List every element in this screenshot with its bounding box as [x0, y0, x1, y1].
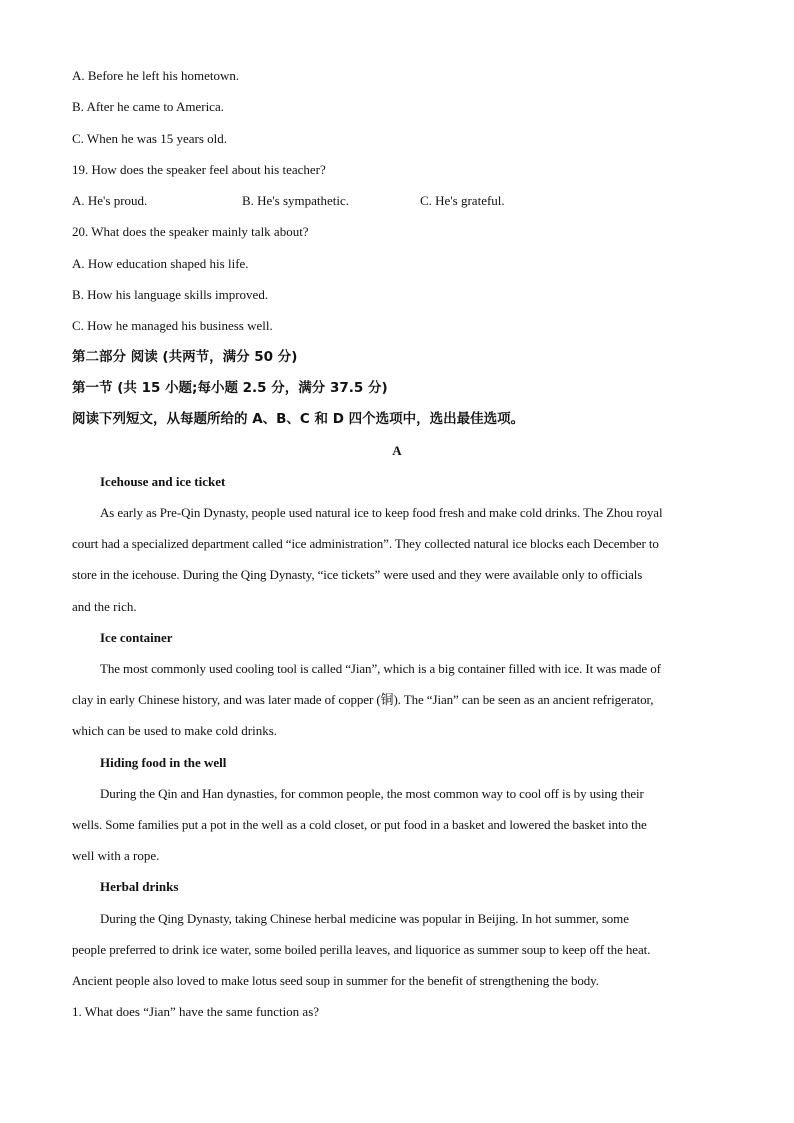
paragraph-1-line-4: and the rich.: [72, 599, 137, 614]
paragraph-1-line-3: store in the icehouse. During the Qing Dynasty, “ice tickets” were used and they were available only to officials: [72, 567, 643, 582]
paragraph-3-line-1: During the Qin and Han dynasties, for common people, the most common way to cool off is by using their: [100, 786, 644, 801]
paragraph-4-line-3: Ancient people also loved to make lotus seed soup in summer for the benefit of strengthening the body.: [72, 973, 599, 988]
passage-letter: A: [392, 443, 402, 458]
paragraph-3-line-2: wells. Some families put a pot in the well as a cold closet, or put food in a basket and lowered the basket into the: [72, 817, 647, 832]
q20-option-b: B. How his language skills improved.: [72, 287, 269, 302]
subheading-herbal-drinks: Herbal drinks: [100, 879, 179, 894]
q18-option-a: A. Before he left his hometown.: [72, 68, 240, 83]
q19-option-c: C. He's grateful.: [420, 193, 505, 208]
part2-heading: 第二部分 阅读 (共两节，满分 50 分): [72, 349, 298, 365]
paragraph-1-line-1: As early as Pre-Qin Dynasty, people used natural ice to keep food fresh and make cold drinks. The Zhou royal: [100, 505, 663, 520]
paragraph-4-line-1: During the Qing Dynasty, taking Chinese herbal medicine was popular in Beijing. In hot summer, some: [100, 911, 629, 926]
paragraph-2-line-1: The most commonly used cooling tool is called “Jian”, which is a big container filled with ice. It was made of: [100, 661, 661, 676]
paragraph-3-line-3: well with a rope.: [72, 848, 160, 863]
section1-heading: 第一节 (共 15 小题;每小题 2.5 分，满分 37.5 分): [72, 380, 388, 396]
paragraph-1-line-2: court had a specialized department called “ice administration”. They collected natural ice blocks each December to: [72, 536, 659, 551]
q1-question: 1. What does “Jian” have the same function as?: [72, 1004, 320, 1019]
q20-option-a: A. How education shaped his life.: [72, 256, 249, 271]
subheading-ice-container: Ice container: [100, 630, 173, 645]
reading-instruction: 阅读下列短文，从每题所给的 A、B、C 和 D 四个选项中，选出最佳选项。: [72, 411, 525, 427]
q19-option-b: B. He's sympathetic.: [242, 193, 350, 208]
q20-question: 20. What does the speaker mainly talk about?: [72, 224, 309, 239]
q19-option-a: A. He's proud.: [72, 193, 148, 208]
paragraph-2-line-2: clay in early Chinese history, and was later made of copper (铜). The “Jian” can be seen as an ancient refrigerator,: [72, 692, 654, 707]
paragraph-2-line-3: which can be used to make cold drinks.: [72, 723, 278, 738]
q18-option-c: C. When he was 15 years old.: [72, 131, 228, 146]
q18-option-b: B. After he came to America.: [72, 99, 224, 114]
paragraph-4-line-2: people preferred to drink ice water, some boiled perilla leaves, and liquorice as summer soup to keep off the heat.: [72, 942, 651, 957]
q20-option-c: C. How he managed his business well.: [72, 318, 273, 333]
subheading-hiding-food: Hiding food in the well: [100, 755, 227, 770]
subheading-icehouse: Icehouse and ice ticket: [100, 474, 226, 489]
q19-question: 19. How does the speaker feel about his teacher?: [72, 162, 326, 177]
